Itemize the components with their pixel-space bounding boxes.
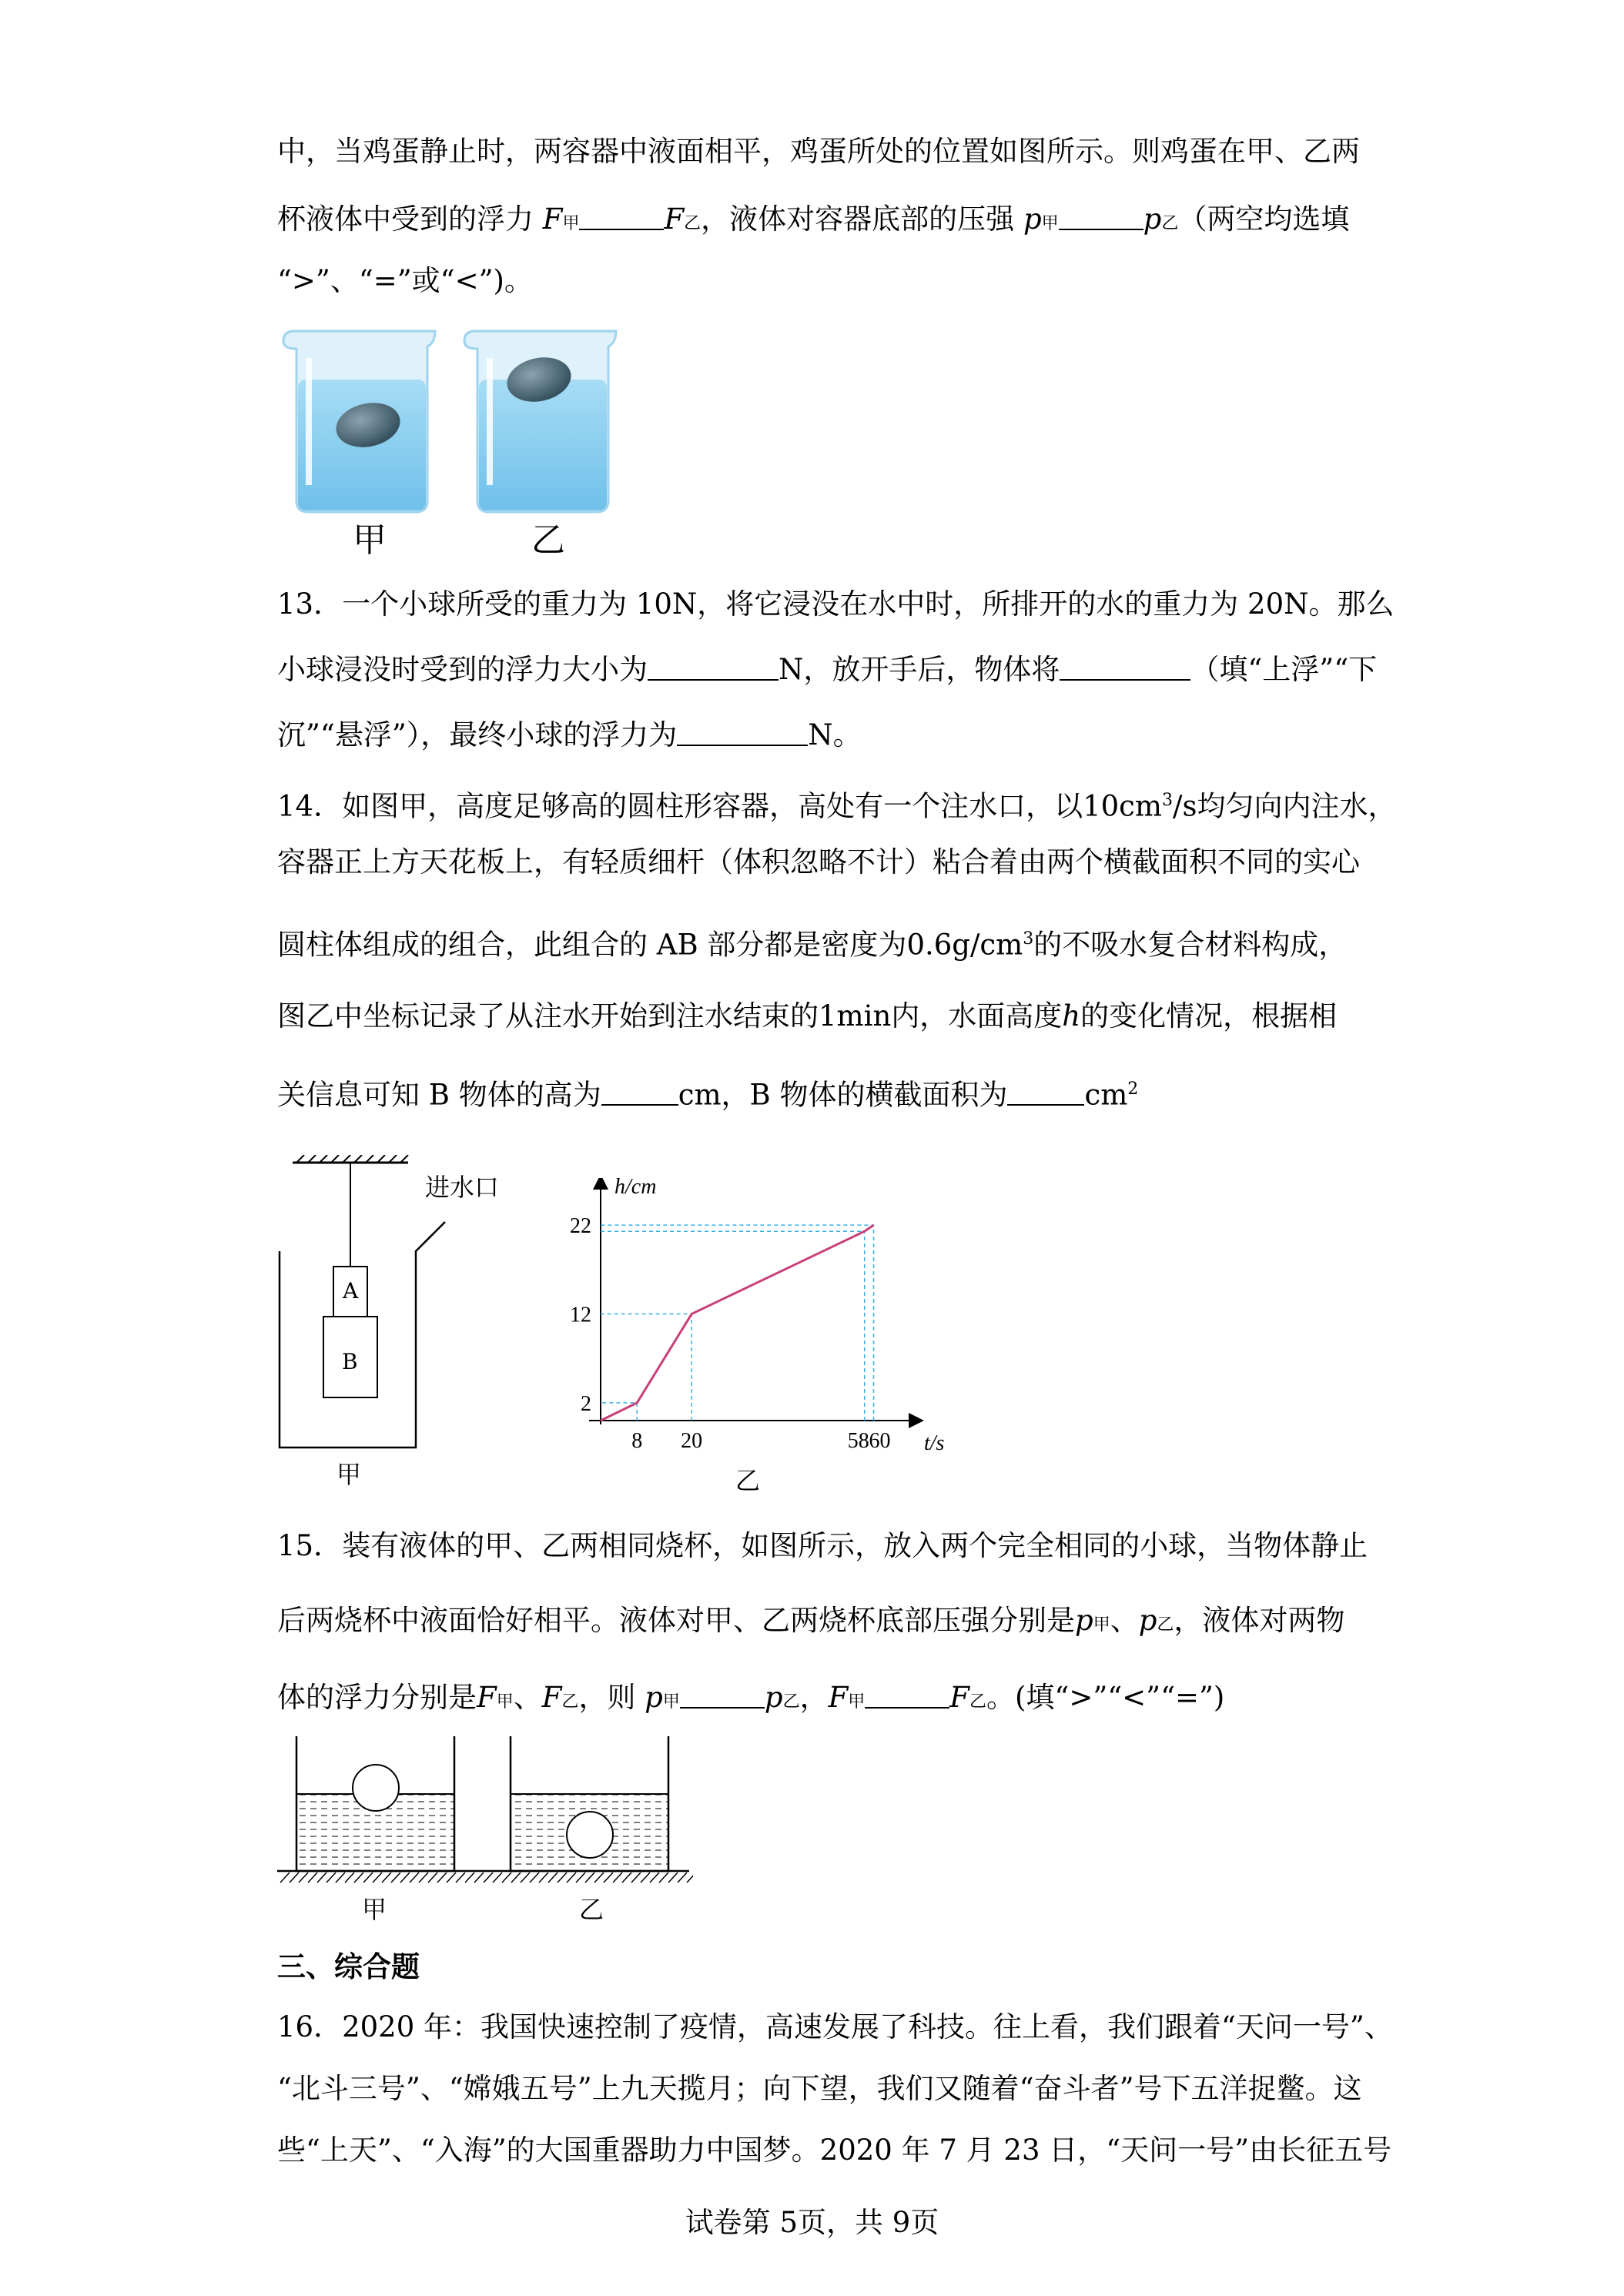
q15-beakers-figure [277, 1736, 693, 1909]
y-tick-label: 2 [581, 1391, 591, 1416]
series-line [601, 1225, 874, 1421]
beaker-yi [464, 331, 616, 512]
answer-blank[interactable] [865, 1684, 949, 1709]
q16-line1: 16．2020 年：我国快速控制了疫情，高速发展了科技。往上看，我们跟着“天问一号”、 [277, 2010, 1393, 2043]
x-tick-label: 8 [631, 1429, 643, 1453]
ball-jia [353, 1765, 399, 1811]
x-tick-label: 58 [847, 1429, 869, 1453]
section-heading: 三、综合题 [277, 1950, 420, 1983]
fig-caption-jia: 甲 [337, 1460, 362, 1489]
q13-line2: 小球浸没时受到的浮力大小为 N，放开手后，物体将 （填“上浮”“下 [277, 653, 1378, 686]
q12-line1: 中，当鸡蛋静止时，两容器中液面相平，鸡蛋所处的位置如图所示。则鸡蛋在甲、乙两 [277, 135, 1360, 168]
q14-line5: 关信息可知 B 物体的高为 cm，B 物体的横截面积为 $cm^2$ [277, 1078, 1139, 1112]
answer-blank[interactable] [680, 1684, 765, 1709]
chart-caption: 乙 [735, 1466, 761, 1495]
inlet-label: 进水口 [425, 1173, 500, 1202]
q13-line1: 13．一个小球所受的重力为 10N，将它浸没在水中时，所排开的水的重力为 20N。那么 [277, 587, 1395, 621]
q13-line3: 沉”“悬浮”），最终小球的浮力为 N。 [277, 718, 862, 751]
x-tick-label: 60 [869, 1429, 891, 1453]
fig-caption-yi: 乙 [579, 1895, 604, 1924]
q14-line3: 圆柱体组成的组合，此组合的 AB 部分都是密度为$0.6g/cm^3$的不吸水复合材料构成， [277, 928, 1348, 962]
beaker-jia [283, 331, 435, 512]
fig-caption-jia: 甲 [353, 520, 387, 560]
fig-caption-jia: 甲 [362, 1895, 387, 1924]
q14-line1: 14．如图甲，高度足够高的圆柱形容器，高处有一个注水口，以$10cm^3/s$均匀向内注水， [277, 789, 1397, 823]
q14-container-figure [277, 1155, 524, 1494]
q16-line3: 些“上天”、“入海”的大国重器助力中国梦。2020 年 7 月 23 日，“天问一号”由长征五号 [277, 2134, 1392, 2167]
guide-line [601, 1314, 691, 1421]
answer-blank[interactable] [677, 721, 808, 746]
y-tick-label: 22 [570, 1214, 591, 1239]
answer-blank[interactable] [1059, 206, 1143, 230]
q15-line3: 体的浮力分别是F甲、F乙，则 p甲 p乙，F甲 F乙。(填“>”“<”“=”) [277, 1681, 1225, 1714]
answer-blank[interactable] [1060, 656, 1190, 681]
q16-line2: “北斗三号”、“嫦娥五号”上九天揽月；向下望，我们又随着“奋斗者”号下五洋捉鳖。这 [277, 2072, 1362, 2105]
fig-caption-yi: 乙 [531, 520, 565, 560]
answer-blank[interactable] [579, 206, 664, 230]
x-tick-label: 20 [681, 1429, 703, 1453]
answer-blank[interactable] [1007, 1081, 1084, 1106]
guide-line [601, 1225, 874, 1421]
ball-yi [567, 1812, 613, 1858]
x-axis-label: t/s [924, 1431, 945, 1455]
q12-line3: “>”、“=”或“<”)。 [277, 264, 533, 297]
block-a-label: A [343, 1278, 359, 1304]
q15-line2: 后两烧杯中液面恰好相平。液体对甲、乙两烧杯底部压强分别是p甲、p乙，液体对两物 [277, 1604, 1345, 1637]
q15-line1: 15．装有液体的甲、乙两相同烧杯，如图所示，放入两个完全相同的小球，当物体静止 [277, 1529, 1368, 1562]
q14-line4: 图乙中坐标记录了从注水开始到注水结束的1min内，水面高度h的变化情况，根据相 [277, 999, 1338, 1033]
q12-beakers-figure [277, 327, 639, 558]
answer-blank[interactable] [648, 656, 779, 681]
q14-water-height-chart [554, 1178, 970, 1486]
q14-line2: 容器正上方天花板上，有轻质细杆（体积忽略不计）粘合着由两个横截面积不同的实心 [277, 845, 1360, 879]
y-tick-label: 12 [570, 1303, 591, 1327]
y-axis-label: h/cm [614, 1178, 657, 1199]
answer-blank[interactable] [601, 1081, 678, 1106]
q12-line2: 杯液体中受到的浮力 F甲 F乙，液体对容器底部的压强 p甲 p乙（两空均选填 [277, 202, 1350, 236]
page-footer: 试卷第 5页，共 9页 [685, 2206, 939, 2239]
block-b-label: B [342, 1349, 358, 1374]
